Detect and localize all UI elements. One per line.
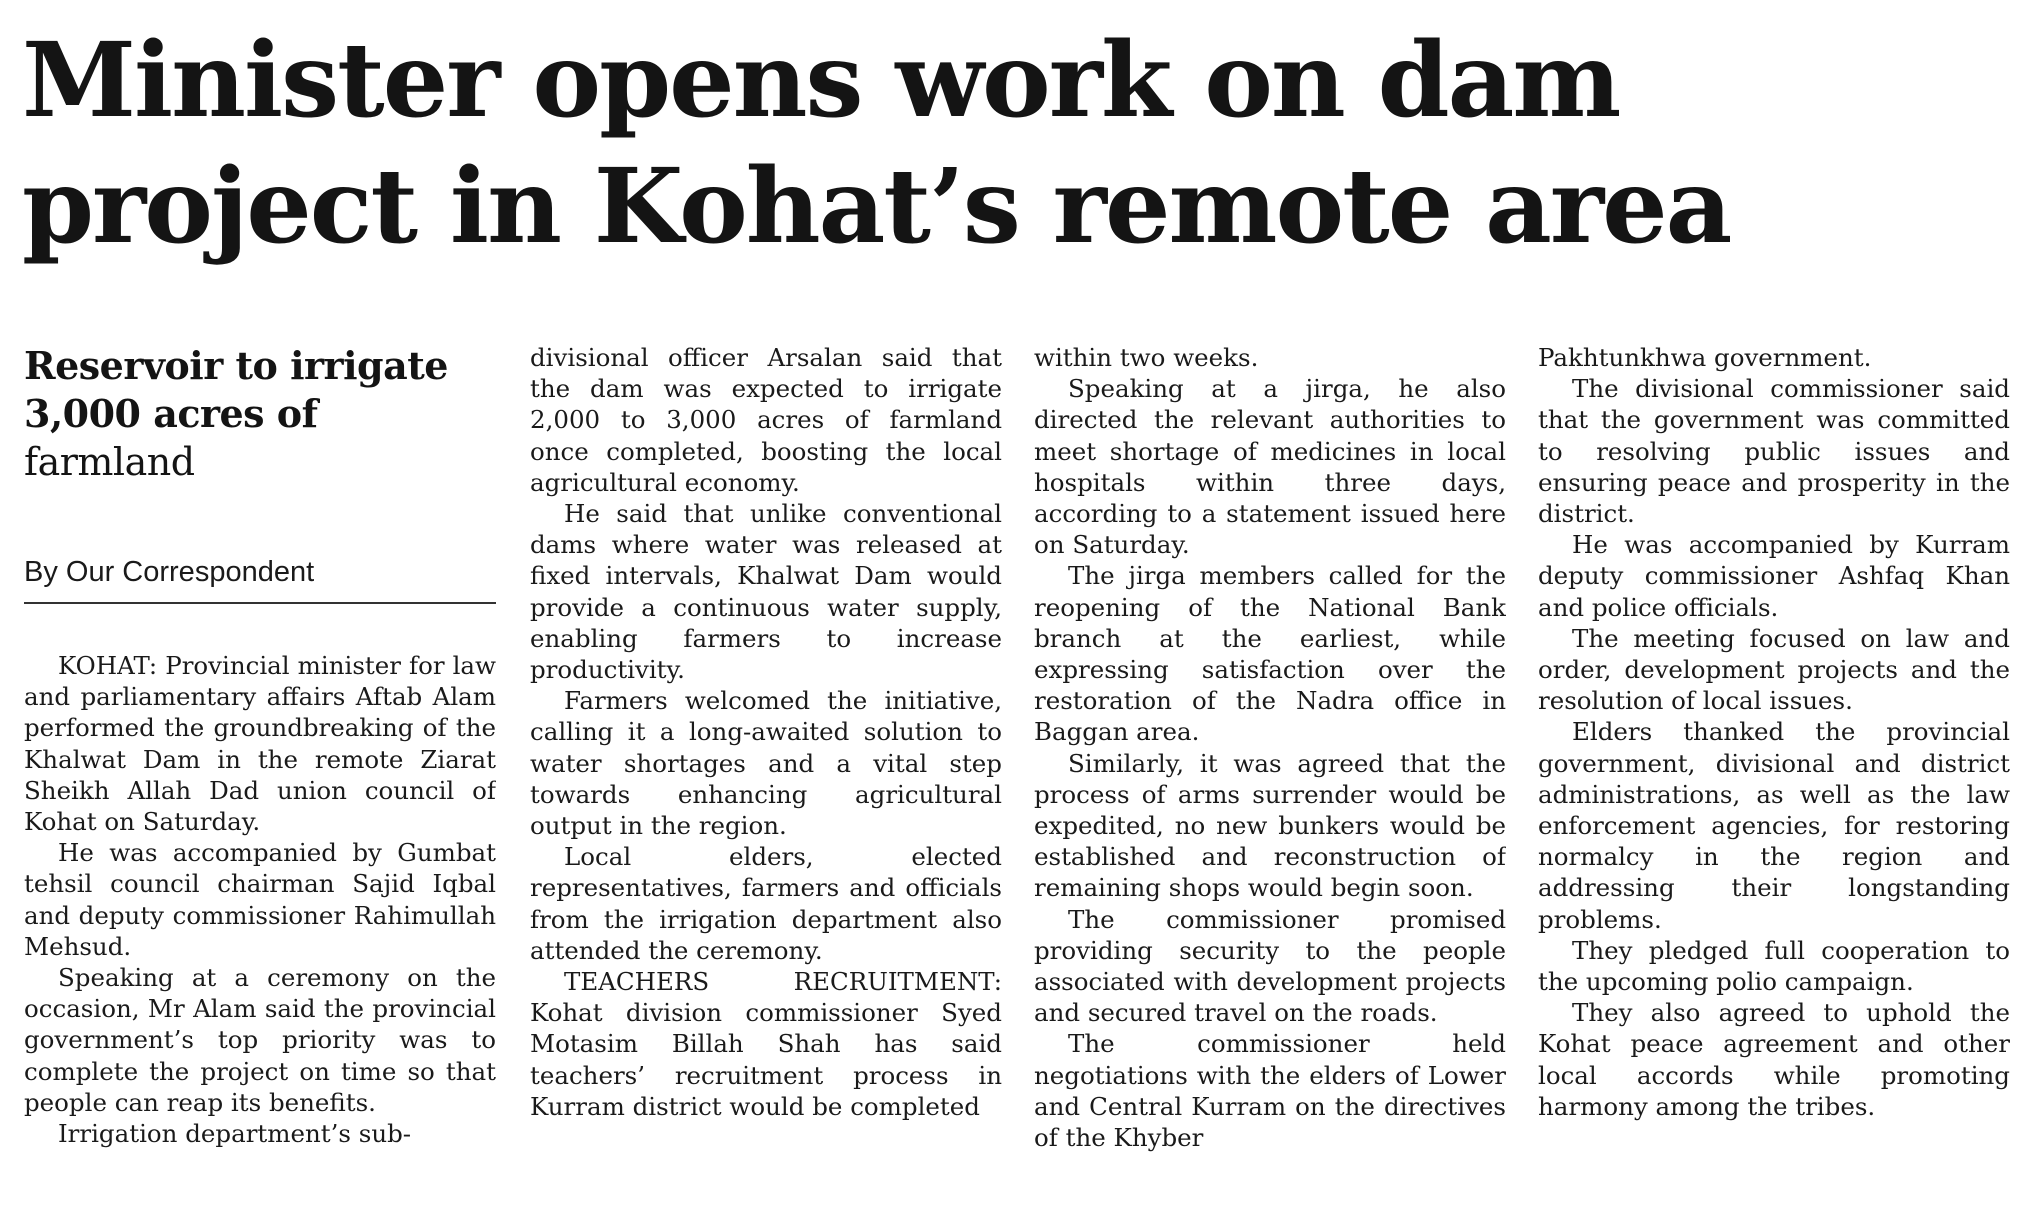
- paragraph: TEACHERS RECRUITMENT: Kohat division commissioner Syed Motasim Billah Shah has said teachers’ recruitment process in Kurram district would be completed: [530, 967, 1002, 1121]
- paragraph: Similarly, it was agreed that the process of arms surrender would be expedited, no new bunkers would be established and reconstruction of remaining shops would begin soon.: [1034, 748, 1506, 903]
- paragraph: He was accompanied by Kurram deputy commissioner Ashfaq Khan and police officials.: [1538, 530, 2010, 622]
- article-column-4: [1538, 342, 2010, 1222]
- paragraph: KOHAT: Provincial minister for law and parliamentary affairs Aftab Alam performed the groundbreaking of the Khalwat Dam in the remote Ziarat Sheikh Allah Dad union council of Kohat on Saturday.: [24, 651, 496, 837]
- paragraph: The jirga members called for the reopening of the National Bank branch at the earliest, while expressing satisfaction over the restoration of the Nadra office in Baggan area.: [1034, 561, 1506, 747]
- paragraph: He was accompanied by Gumbat tehsil council chairman Sajid Iqbal and deputy commissioner Rahimullah Mehsud.: [24, 838, 496, 961]
- paragraph: He said that unlike conventional dams where water was released at fixed intervals, Khalwat Dam would provide a continuous water supply, enabling farmers to increase productivity.: [530, 499, 1002, 685]
- paragraph-continued: within two weeks.: [1034, 343, 1259, 372]
- article-subhead: [24, 342, 496, 486]
- article-headline: [22, 18, 2012, 270]
- paragraph: Speaking at a jirga, he also directed the relevant authorities to meet shortage of medicines in local hospitals within three days, according to a statement issued here on Saturday.: [1034, 374, 1506, 560]
- paragraph: The commissioner promised providing security to the people associated with development projects and secured travel on the roads.: [1034, 904, 1506, 1028]
- subhead-bold: Reservoir to irrigate 3,000 acres of: [24, 343, 448, 436]
- paragraph-continued: Pakhtunkhwa government.: [1538, 343, 1872, 372]
- paragraph: Speaking at a ceremony on the occasion, Mr Alam said the provincial government’s top priority was to complete the project on time so that people can reap its benefits.: [24, 963, 496, 1117]
- headline-line-2: project in Kohat’s remote area: [22, 146, 1731, 267]
- paragraph: They pledged full cooperation to the upcoming polio campaign.: [1538, 935, 2010, 997]
- paragraph: The divisional commissioner said that the government was committed to resolving public issues and ensuring peace and prosperity in the district.: [1538, 374, 2010, 529]
- article-column-3: [1034, 342, 1506, 1222]
- paragraph: Local elders, elected representatives, farmers and officials from the irrigation department also attended the ceremony.: [530, 842, 1002, 965]
- paragraph: Farmers welcomed the initiative, calling it a long-awaited solution to water shortages and a vital step towards enhancing agricultural output in the region.: [530, 686, 1002, 841]
- headline-line-1: Minister opens work on dam: [22, 20, 1620, 141]
- paragraph: They also agreed to uphold the Kohat peace agreement and other local accords while promoting harmony among the tribes.: [1538, 998, 2010, 1121]
- paragraph: The commissioner held negotiations with the elders of Lower and Central Kurram on the directives of the Khyber: [1034, 1029, 1506, 1153]
- paragraph-continued: divisional officer Arsalan said that the dam was expected to irrigate 2,000 to 3,000 acres of farmland once completed, boosting the local agricultural economy.: [530, 343, 1002, 497]
- paragraph: Irrigation department’s sub-: [58, 1119, 412, 1149]
- column-1-body: [24, 650, 496, 1149]
- paragraph: Elders thanked the provincial government, divisional and district administrations, as well as the law enforcement agencies, for restoring normalcy in the region and addressing their longstanding problems.: [1538, 717, 2010, 934]
- article-column-2: [530, 342, 1002, 1222]
- paragraph: The meeting focused on law and order, development projects and the resolution of local issues.: [1538, 623, 2010, 716]
- article-column-1: [24, 342, 496, 1222]
- byline: By Our Correspondent: [24, 554, 496, 604]
- subhead-regular: farmland: [24, 440, 195, 484]
